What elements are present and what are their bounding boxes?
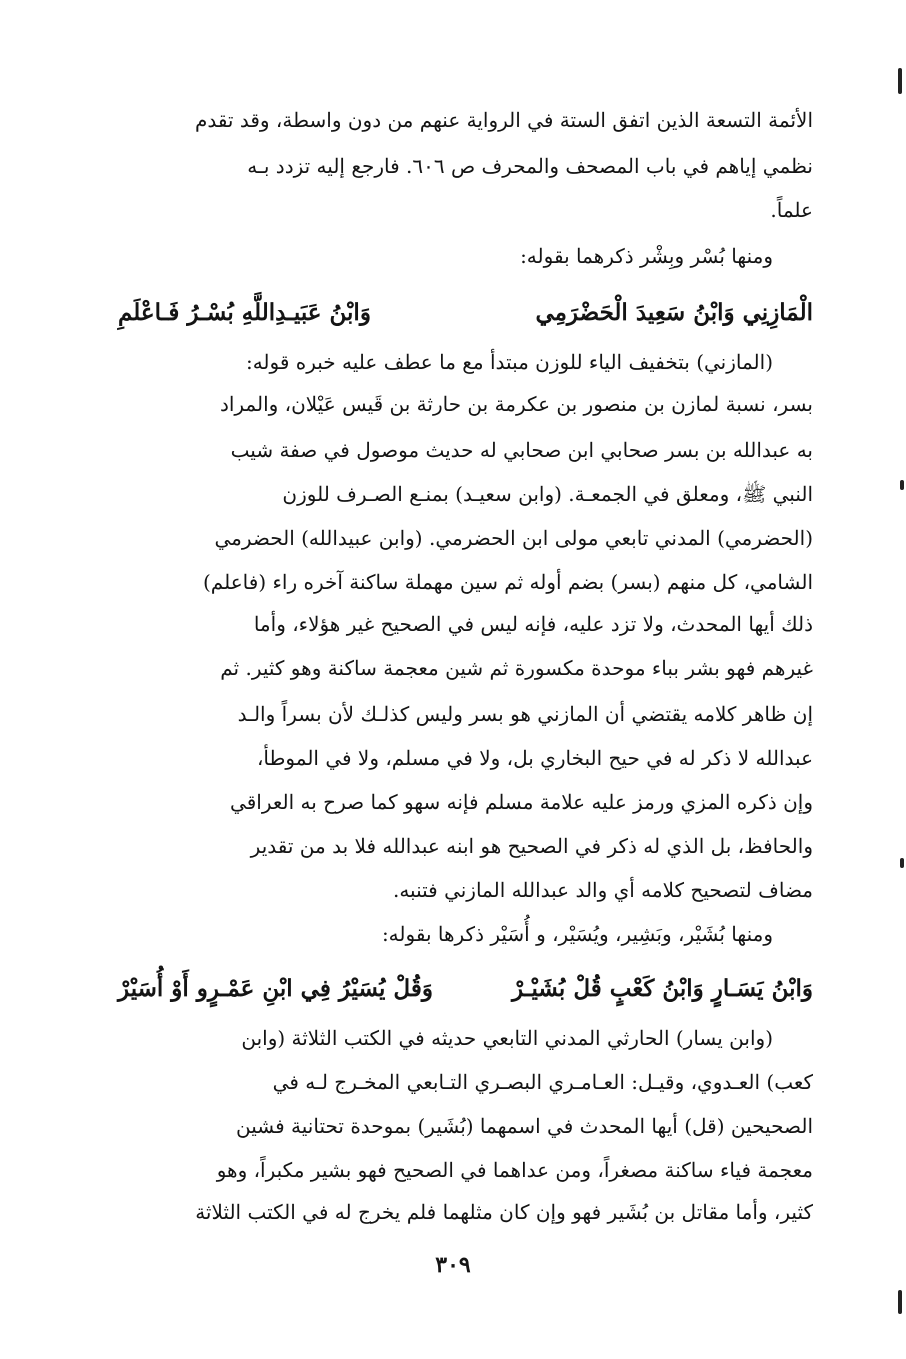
text-line: عبدالله لا ذكر له في حيح البخاري بل، ولا في مسلم، ولا في الموطأ، xyxy=(256,746,813,770)
verse-first-hemistich: وَابْنُ يَسَـارٍ وَابْنُ كَعْبٍ قُلْ بُشَيْـرْ xyxy=(512,975,813,1002)
text-line: كعب) العـدوي، وقيـل: العـامـري البصـري التـابعي المخـرج لـه في xyxy=(272,1070,813,1094)
verse-first-hemistich: الْمَازِنِي وَابْنُ سَعِيدَ الْحَضْرَمِي xyxy=(535,299,813,326)
text-line: والحافظ، بل الذي له ذكر في الصحيح هو ابنه عبدالله فلا بد من تقدير xyxy=(250,834,813,858)
text-line: النبي ﷺ، ومعلق في الجمعـة. (وابن سعيـد) بمنـع الصـرف للوزن xyxy=(282,482,813,506)
text-line: وإن ذكره المزي ورمز عليه علامة مسلم فإنه سهو كما صرح به العراقي xyxy=(230,790,813,814)
page-number: ٣٠٩ xyxy=(435,1252,471,1278)
text-line: معجمة فياء ساكنة مصغراً، ومن عداهما في الصحيح فهو بشير مكبراً، وهو xyxy=(216,1158,813,1182)
verse-intro: ومنها بُشَيْر، وبَشِير، ويُسَيْر، و أُسَيْر ذكرها بقوله: xyxy=(381,922,773,946)
scan-edge-mark xyxy=(898,68,902,94)
text-line: (الحضرمي) المدني تابعي مولى ابن الحضرمي. (وابن عبيدالله) الحضرمي xyxy=(214,526,813,550)
text-line: إن ظاهر كلامه يقتضي أن المازني هو بسر وليس كذلـك لأن بسراً والـد xyxy=(237,702,813,726)
text-line: كثير، وأما مقاتل بن بُشَير فهو وإن كان مثلهما فلم يخرج له في الكتب الثلاثة xyxy=(195,1200,813,1224)
verse-line xyxy=(118,288,813,338)
text-line: الصحيحين (قل) أيها المحدث في اسمهما (بُشَير) بموحدة تحتانية فشين xyxy=(236,1114,813,1138)
text-line: الأئمة التسعة الذين اتفق الستة في الرواية عنهم من دون واسطة، وقد تقدم xyxy=(194,108,813,132)
text-line: ذلك أيها المحدث، ولا تزد عليه، فإنه ليس في الصحيح غير هؤلاء، وأما xyxy=(253,612,813,636)
text-line: (وابن يسار) الحارثي المدني التابعي حديثه في الكتب الثلاثة (وابن xyxy=(241,1026,773,1050)
text-line: (المازني) بتخفيف الياء للوزن مبتدأ مع ما عطف عليه خبره قوله: xyxy=(245,350,773,374)
scan-edge-mark xyxy=(898,1290,902,1314)
verse-line xyxy=(118,964,813,1014)
text-line: غيرهم فهو بشر بباء موحدة مكسورة ثم شين معجمة ساكنة وهو كثير. ثم xyxy=(220,656,813,680)
text-line: الشامي، كل منهم (بسر) بضم أوله ثم سين مهملة ساكنة آخره راء (فاعلم) xyxy=(203,570,813,594)
verse-intro: ومنها بُسْر وبِشْر ذكرهما بقوله: xyxy=(520,244,773,268)
text-line: به عبدالله بن بسر صحابي ابن صحابي له حديث موصول في صفة شيب xyxy=(230,438,813,462)
scan-edge-mark xyxy=(900,858,904,868)
text-line: علماً. xyxy=(770,198,813,222)
text-line: بسر، نسبة لمازن بن منصور بن عكرمة بن حارثة بن قَيس عَيْلان، والمراد xyxy=(219,392,813,416)
scan-edge-mark xyxy=(900,480,904,490)
text-line: نظمي إياهم في باب المصحف والمحرف ص ٦٠٦. فارجع إليه تزدد بـه xyxy=(247,154,813,178)
verse-second-hemistich: وَقُلْ يُسَيْرُ فِي ابْنِ عَمْـرٍو أَوْ أُسَيْرْ xyxy=(118,975,433,1002)
text-line: مضاف لتصحيح كلامه أي والد عبدالله المازني فتنبه. xyxy=(392,878,813,902)
verse-second-hemistich: وَابْنُ عَبَيـدِاللَّهِ بُسْـرُ فَـاعْلَمِ xyxy=(118,299,371,326)
